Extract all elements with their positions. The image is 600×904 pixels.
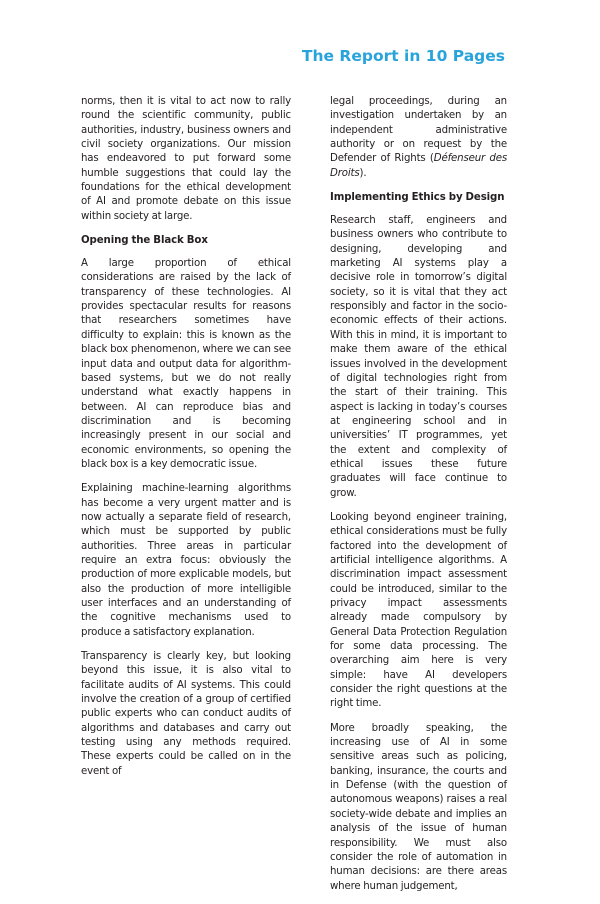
section-heading-opening-black-box: Opening the Black Box: [81, 235, 208, 247]
text-span: legal proceedings, during an investigation undertaken by an independent administrative authority or on request by the Defender of Rights (: [330, 96, 507, 165]
paragraph: norms, then it is vital to act now to rally round the scientific community, public authorities, industry, business owners and civil society organizations. Our mission has endeavored to put forward some humble suggestions that could lay the foundations for the ethical development of AI and promote debate on this issue within society at large.: [81, 96, 291, 222]
paragraph: A large proportion of ethical considerations are raised by the lack of transparency of these technologies. AI provides spectacular results for reasons that researchers sometimes have difficulty to explain: this is known as the black box phenomenon, where we can see input data and output data for algorithm-based systems, but we do not really understand what exactly happens in between. AI can reproduce bias and discrimination and is becoming increasingly present in our social and economic environments, so opening the black box is a key democratic issue.: [81, 258, 291, 470]
paragraph: Research staff, engineers and business owners who contribute to designing, developing and marketing AI systems play a decisive role in tomorrow’s digital society, so it is vital that they act responsibly and factor in the socio-economic effects of their actions. With this in mind, it is important to make them aware of the ethical issues involved in the development of digital technologies right from the start of their training. This aspect is lacking in today’s courses at engineering school and in universities’ IT programmes, yet the extent and complexity of ethical issues these future graduates will face continue to grow.: [330, 215, 507, 499]
text-span: ).: [359, 167, 367, 179]
paragraph: Explaining machine-learning algorithms has become a very urgent matter and is now actually a separate field of research, which must be supported by public authorities. Three areas in particular require an extra focus: obviously the production of more explicable models, but also the production of more intelligible user interfaces and an understanding of the cognitive mechanisms used to produce a satisfactory explanation.: [81, 483, 291, 638]
paragraph: Transparency is clearly key, but looking beyond this issue, it is also vital to facilitate audits of AI systems. This could involve the creation of a group of certified public experts who can conduct audits of algorithms and databases and carry out testing using any methods required. These experts could be called on in the event of: [81, 651, 291, 777]
paragraph: Looking beyond engineer training, ethical considerations must be fully factored into the development of artificial intelligence algorithms. A discrimination impact assessment could be introduced, similar to the privacy impact assessments already made compulsory by General Data Protection Regulation for some data processing. The overarching aim here is very simple: have AI developers consider the right questions at the right time.: [330, 511, 507, 710]
section-heading-ethics-by-design: Implementing Ethics by Design: [330, 192, 505, 204]
left-column: [81, 95, 291, 789]
running-header-title: The Report in 10 Pages: [301, 47, 505, 65]
paragraph: More broadly speaking, the increasing use of AI in some sensitive areas such as policing, banking, insurance, the courts and in Defense (with the question of autonomous weapons) raises a real society-wide debate and implies an analysis of the issue of human responsibility. We must also consider the role of automation in human decisions: are there areas where human judgement,: [330, 722, 507, 892]
paragraph: [330, 95, 507, 181]
italic-term: Défenseur des Droits: [330, 153, 507, 179]
right-column: [330, 95, 507, 904]
